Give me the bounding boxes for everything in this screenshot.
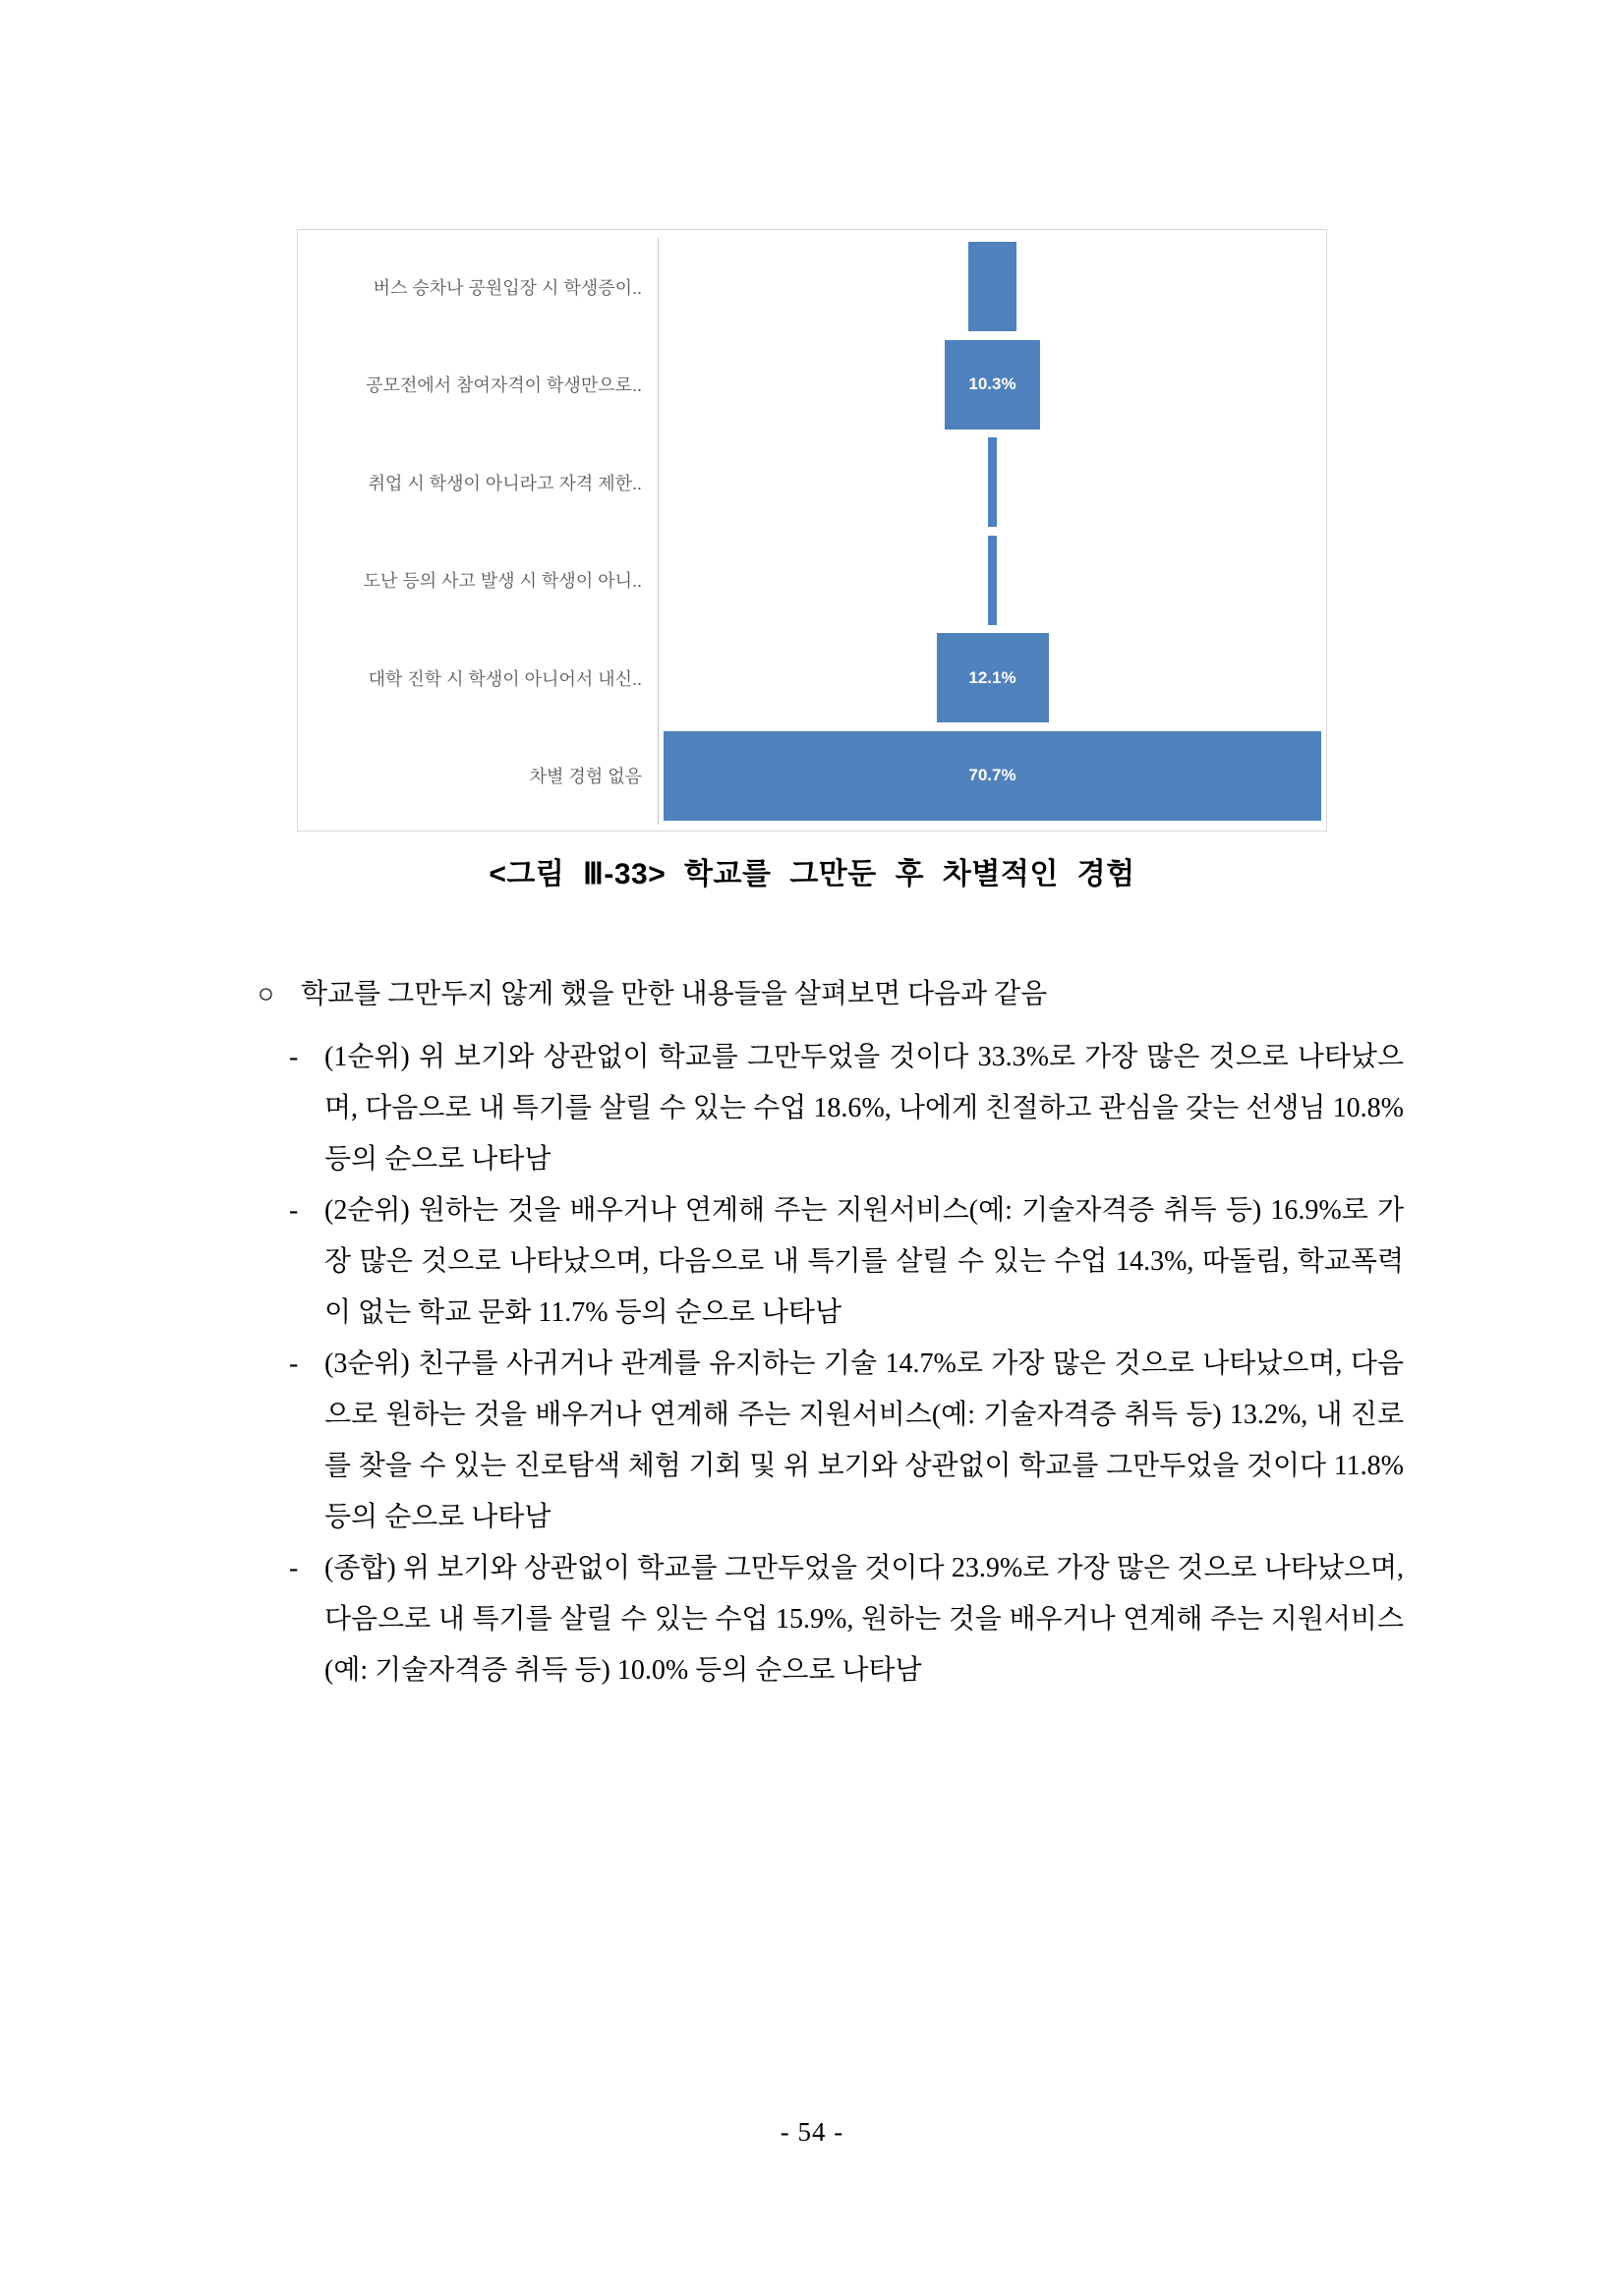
list-item-text: (2순위) 원하는 것을 배우거나 연계해 주는 지원서비스(예: 기술자격증 취득 등) 16.9%로 가장 많은 것으로 나타났으며, 다음으로 내 특기를 살릴 수 있는 수업 14.3%, 따돌림, 학교폭력이 없는 학교 문화 11.7% 등의 순으로 나타남 [324,1195,1404,1328]
plot-cell [658,727,1326,826]
category-label: 버스 승차나 공원입장 시 학생증이.. [373,277,642,298]
intro-line [258,969,1404,1020]
chart-row [298,336,1326,434]
list-item-text: (1순위) 위 보기와 상관없이 학교를 그만두었을 것이다 33.3%로 가장 많은 것으로 나타났으며, 다음으로 내 특기를 살릴 수 있는 수업 18.6%, 나에게 친절하고 관심을 갖는 선생님 10.8% 등의 순으로 나타남 [324,1042,1404,1175]
category-label: 차별 경험 없음 [529,767,642,787]
plot-cell [658,629,1326,727]
dash-list-marker: - [289,1195,299,1226]
category-label: 공모전에서 참여자격이 학생만으로.. [366,375,642,396]
body-text [258,969,1404,1696]
page-number: - 54 - [780,2117,844,2147]
bar [937,633,1049,722]
figure-bar-chart [297,229,1327,832]
chart-row [298,727,1326,826]
bullet-list [258,1032,1404,1696]
bar [664,731,1321,821]
list-item [258,1543,1404,1696]
bar [968,242,1016,331]
chart-row [298,532,1326,630]
bar-value-label: 12.1% [968,667,1016,687]
category-label: 도난 등의 사고 발생 시 학생이 아니.. [363,571,642,592]
plot-cell [658,532,1326,630]
intro-text: 학교를 그만두지 않게 했을 만한 내용들을 살펴보면 다음과 같음 [301,979,1048,1009]
category-label: 대학 진학 시 학생이 아니어서 내신.. [368,668,642,689]
chart-row [298,629,1326,727]
dash-list-marker: - [289,1553,299,1583]
category-label: 취업 시 학생이 아니라고 자격 제한.. [368,473,642,493]
dash-list-marker: - [289,1042,299,1072]
dash-list-marker: - [289,1349,299,1379]
list-item [258,1185,1404,1339]
bar [988,536,997,625]
plot-cell [658,336,1326,434]
plot-cell [658,433,1326,532]
list-item [258,1032,1404,1185]
list-item-text: (종합) 위 보기와 상관없이 학교를 그만두었을 것이다 23.9%로 가장 많은 것으로 나타났으며, 다음으로 내 특기를 살릴 수 있는 수업 15.9%, 원하는 것을 배우거나 연계해 주는 지원서비스(예: 기술자격증 취득 등) 10.0% 등의 순으로 나타남 [324,1553,1404,1686]
circle-list-marker: ○ [258,979,274,1009]
bar [945,340,1040,430]
bar [988,437,997,527]
plot-cell [658,238,1326,336]
chart-row [298,238,1326,336]
chart-row [298,433,1326,532]
bar-value-label: 10.3% [968,374,1016,394]
list-item [258,1339,1404,1543]
bar-value-label: 70.7% [968,766,1016,785]
list-item-text: (3순위) 친구를 사귀거나 관계를 유지하는 기술 14.7%로 가장 많은 것으로 나타났으며, 다음으로 원하는 것을 배우거나 연계해 주는 지원서비스(예: 기술자격증 취득 등) 13.2%, 내 진로를 찾을 수 있는 진로탐색 체험 기회 및 위 보기와 상관없이 학교를 그만두었을 것이다 11.8% 등의 순으로 나타남 [324,1349,1404,1532]
figure-caption: <그림 Ⅲ-33> 학교를 그만둔 후 차별적인 경험 [489,858,1135,890]
